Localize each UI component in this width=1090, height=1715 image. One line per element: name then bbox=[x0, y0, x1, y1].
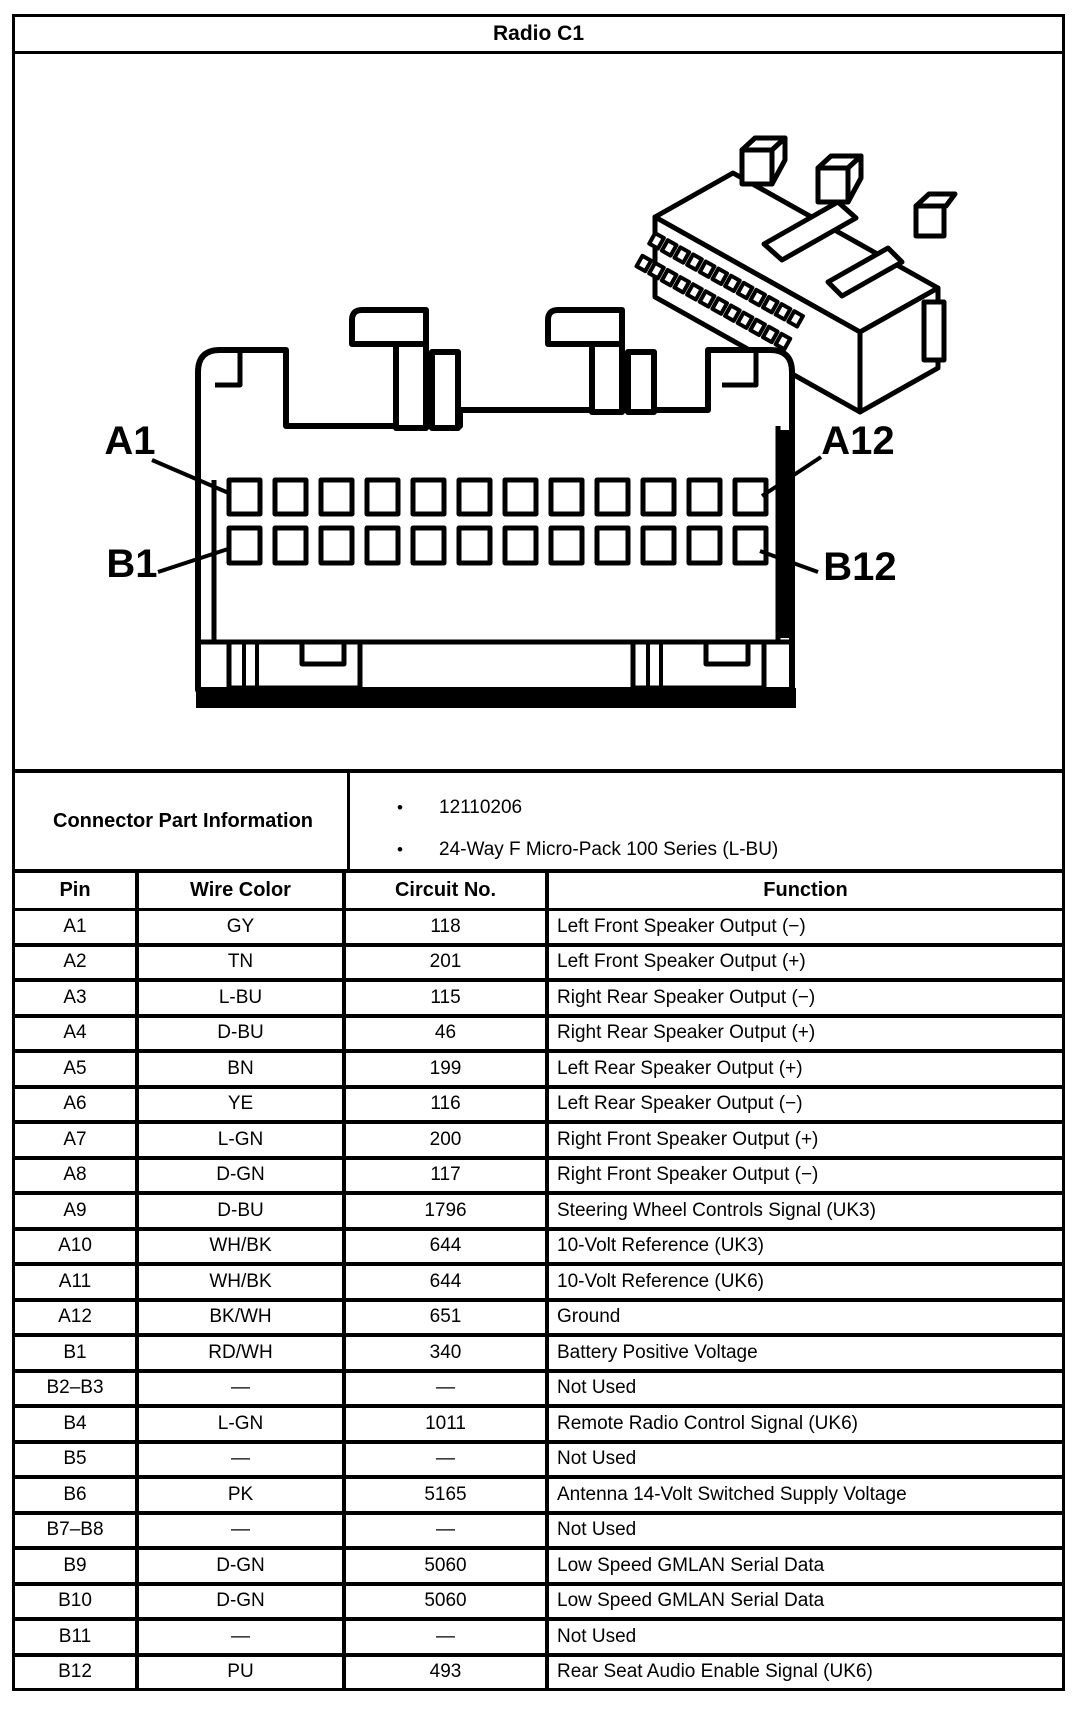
pin-hole-a11 bbox=[689, 480, 720, 514]
function-cell: Left Rear Speaker Output (+) bbox=[557, 1057, 803, 1079]
wire-color-cell: L-GN bbox=[139, 1408, 346, 1440]
header-circuit-no: Circuit No. bbox=[346, 873, 549, 908]
table-row bbox=[15, 1337, 1062, 1373]
table-row bbox=[15, 1373, 1062, 1409]
pin-cell: A10 bbox=[15, 1231, 139, 1263]
wire-color-cell: YE bbox=[139, 1089, 346, 1121]
bullet-icon: • bbox=[397, 798, 403, 817]
table-row bbox=[15, 1586, 1062, 1622]
table-row bbox=[15, 1621, 1062, 1657]
circuit-no-cell: — bbox=[346, 1373, 549, 1405]
part-info-bullet bbox=[397, 787, 1062, 829]
pin-hole-a8 bbox=[551, 480, 582, 514]
table-row bbox=[15, 1195, 1062, 1231]
pin-hole-a3 bbox=[321, 480, 352, 514]
pin-hole-b6 bbox=[459, 528, 490, 563]
pin-hole-b11 bbox=[689, 528, 720, 563]
circuit-no-cell: 5060 bbox=[346, 1586, 549, 1618]
part-info-label: Connector Part Information bbox=[15, 773, 350, 869]
pin-hole-a1 bbox=[229, 480, 260, 514]
circuit-no-cell: 5060 bbox=[346, 1550, 549, 1582]
wire-color-cell: D-BU bbox=[139, 1195, 346, 1227]
pin-cell: A5 bbox=[15, 1053, 139, 1085]
pin-label-b12: B12 bbox=[823, 545, 897, 589]
connector-iso-view bbox=[637, 138, 955, 412]
connector-diagram bbox=[15, 54, 1061, 769]
circuit-no-cell: 1796 bbox=[346, 1195, 549, 1227]
pin-cell: A12 bbox=[15, 1302, 139, 1334]
pin-hole-b12 bbox=[735, 528, 766, 563]
pinout-table-body bbox=[15, 911, 1062, 1688]
pin-cell: A6 bbox=[15, 1089, 139, 1121]
circuit-no-cell: 644 bbox=[346, 1231, 549, 1263]
function-cell: Low Speed GMLAN Serial Data bbox=[557, 1590, 825, 1612]
circuit-no-cell: — bbox=[346, 1621, 549, 1653]
table-row bbox=[15, 1124, 1062, 1160]
function-cell: Right Rear Speaker Output (−) bbox=[557, 986, 816, 1008]
wire-color-cell: D-GN bbox=[139, 1550, 346, 1582]
pin-cell: A4 bbox=[15, 1018, 139, 1050]
pin-hole-a5 bbox=[413, 480, 444, 514]
wire-color-cell: D-GN bbox=[139, 1586, 346, 1618]
wire-color-cell: — bbox=[139, 1515, 346, 1547]
pin-cell: A3 bbox=[15, 982, 139, 1014]
function-cell: Left Front Speaker Output (−) bbox=[557, 915, 806, 937]
part-info-bullets bbox=[350, 773, 1062, 869]
pin-hole-a2 bbox=[275, 480, 306, 514]
function-cell: Not Used bbox=[557, 1448, 637, 1470]
table-row bbox=[15, 1302, 1062, 1338]
iso-top-tab-3 bbox=[916, 194, 955, 236]
table-row bbox=[15, 1515, 1062, 1551]
circuit-no-cell: 651 bbox=[346, 1302, 549, 1334]
pin-label-b1: B1 bbox=[106, 542, 158, 586]
circuit-no-cell: 115 bbox=[346, 982, 549, 1014]
pin-hole-b7 bbox=[505, 528, 536, 563]
circuit-no-cell: 1011 bbox=[346, 1408, 549, 1440]
bullet-icon: • bbox=[397, 840, 403, 859]
wire-color-cell: TN bbox=[139, 947, 346, 979]
iso-top-tab-1 bbox=[742, 138, 785, 184]
wire-color-cell: PU bbox=[139, 1657, 346, 1689]
pin-cell: B12 bbox=[15, 1657, 139, 1689]
function-cell: Right Rear Speaker Output (+) bbox=[557, 1022, 816, 1044]
table-row bbox=[15, 1444, 1062, 1480]
wire-color-cell: — bbox=[139, 1373, 346, 1405]
table-row bbox=[15, 1266, 1062, 1302]
pin-hole-b2 bbox=[275, 528, 306, 563]
circuit-no-cell: — bbox=[346, 1444, 549, 1476]
pin-hole-b1 bbox=[229, 528, 260, 563]
connector-diagram-cell bbox=[15, 54, 1062, 773]
pin-cell: B2–B3 bbox=[15, 1373, 139, 1405]
pin-hole-b9 bbox=[597, 528, 628, 563]
pin-label-a1: A1 bbox=[104, 419, 156, 463]
function-cell: Right Front Speaker Output (−) bbox=[557, 1164, 819, 1186]
table-row bbox=[15, 1231, 1062, 1267]
pin-cell: A11 bbox=[15, 1266, 139, 1298]
connector-part-info-row bbox=[15, 773, 1062, 873]
wire-color-cell: L-BU bbox=[139, 982, 346, 1014]
header-wire-color: Wire Color bbox=[139, 873, 346, 908]
table-row bbox=[15, 1657, 1062, 1689]
pin-cell: B1 bbox=[15, 1337, 139, 1369]
part-info-bullet bbox=[397, 829, 1062, 871]
function-cell: Rear Seat Audio Enable Signal (UK6) bbox=[557, 1661, 873, 1683]
pin-hole-a6 bbox=[459, 480, 490, 514]
circuit-no-cell: 46 bbox=[346, 1018, 549, 1050]
function-cell: Not Used bbox=[557, 1625, 637, 1647]
function-cell: Left Rear Speaker Output (−) bbox=[557, 1093, 803, 1115]
table-row bbox=[15, 1053, 1062, 1089]
connector-front-view bbox=[196, 310, 796, 708]
pin-cell: B11 bbox=[15, 1621, 139, 1653]
pin-hole-a10 bbox=[643, 480, 674, 514]
circuit-no-cell: 340 bbox=[346, 1337, 549, 1369]
function-cell: 10-Volt Reference (UK6) bbox=[557, 1270, 764, 1292]
page-title: Radio C1 bbox=[15, 17, 1062, 54]
circuit-no-cell: 644 bbox=[346, 1266, 549, 1298]
function-cell: Right Front Speaker Output (+) bbox=[557, 1128, 819, 1150]
wire-color-cell: D-GN bbox=[139, 1160, 346, 1192]
pin-cell: B4 bbox=[15, 1408, 139, 1440]
header-pin: Pin bbox=[15, 873, 139, 908]
pin-hole-a4 bbox=[367, 480, 398, 514]
front-body bbox=[198, 350, 792, 690]
table-row bbox=[15, 1550, 1062, 1586]
iso-hole-b1 bbox=[637, 256, 652, 271]
wire-color-cell: BK/WH bbox=[139, 1302, 346, 1334]
pin-cell: A7 bbox=[15, 1124, 139, 1156]
table-row bbox=[15, 1089, 1062, 1125]
pin-cell: B10 bbox=[15, 1586, 139, 1618]
wire-color-cell: BN bbox=[139, 1053, 346, 1085]
circuit-no-cell: 493 bbox=[346, 1657, 549, 1689]
wire-color-cell: WH/BK bbox=[139, 1231, 346, 1263]
function-cell: Remote Radio Control Signal (UK6) bbox=[557, 1412, 858, 1434]
table-row bbox=[15, 1160, 1062, 1196]
function-cell: Left Front Speaker Output (+) bbox=[557, 951, 806, 973]
function-cell: Battery Positive Voltage bbox=[557, 1341, 758, 1363]
part-info-bullet-text: 24-Way F Micro-Pack 100 Series (L-BU) bbox=[439, 839, 779, 860]
wire-color-cell: GY bbox=[139, 911, 346, 943]
pin-hole-b8 bbox=[551, 528, 582, 563]
circuit-no-cell: 201 bbox=[346, 947, 549, 979]
table-row bbox=[15, 911, 1062, 947]
wire-color-cell: L-GN bbox=[139, 1124, 346, 1156]
function-cell: Steering Wheel Controls Signal (UK3) bbox=[557, 1199, 876, 1221]
function-cell: Not Used bbox=[557, 1377, 637, 1399]
circuit-no-cell: 118 bbox=[346, 911, 549, 943]
table-row bbox=[15, 947, 1062, 983]
wire-color-cell: D-BU bbox=[139, 1018, 346, 1050]
circuit-no-cell: 116 bbox=[346, 1089, 549, 1121]
pin-cell: B7–B8 bbox=[15, 1515, 139, 1547]
pin-hole-b10 bbox=[643, 528, 674, 563]
part-info-bullet-text: 12110206 bbox=[439, 797, 523, 818]
function-cell: 10-Volt Reference (UK3) bbox=[557, 1235, 764, 1257]
circuit-no-cell: 199 bbox=[346, 1053, 549, 1085]
wire-color-cell: RD/WH bbox=[139, 1337, 346, 1369]
front-latch-tab-1 bbox=[352, 310, 458, 428]
circuit-no-cell: — bbox=[346, 1515, 549, 1547]
function-cell: Low Speed GMLAN Serial Data bbox=[557, 1554, 825, 1576]
pin-hole-a7 bbox=[505, 480, 536, 514]
pin-hole-a12 bbox=[735, 480, 766, 514]
function-cell: Not Used bbox=[557, 1519, 637, 1541]
pin-hole-a9 bbox=[597, 480, 628, 514]
pin-hole-b5 bbox=[413, 528, 444, 563]
front-latch-tab-2 bbox=[548, 310, 654, 412]
wire-color-cell: — bbox=[139, 1621, 346, 1653]
table-header-row bbox=[15, 873, 1062, 911]
front-bottom-bar bbox=[196, 688, 796, 708]
circuit-no-cell: 117 bbox=[346, 1160, 549, 1192]
circuit-no-cell: 200 bbox=[346, 1124, 549, 1156]
pin-cell: B6 bbox=[15, 1479, 139, 1511]
table-row bbox=[15, 1408, 1062, 1444]
pin-hole-b4 bbox=[367, 528, 398, 563]
wire-color-cell: — bbox=[139, 1444, 346, 1476]
wire-color-cell: PK bbox=[139, 1479, 346, 1511]
pin-cell: B9 bbox=[15, 1550, 139, 1582]
circuit-no-cell: 5165 bbox=[346, 1479, 549, 1511]
pin-hole-b3 bbox=[321, 528, 352, 563]
pin-cell: A1 bbox=[15, 911, 139, 943]
function-cell: Ground bbox=[557, 1306, 621, 1328]
pin-cell: A9 bbox=[15, 1195, 139, 1227]
pin-cell: A8 bbox=[15, 1160, 139, 1192]
iso-side-clip bbox=[924, 302, 944, 360]
table-row bbox=[15, 1479, 1062, 1515]
header-function: Function bbox=[763, 879, 848, 901]
function-cell: Antenna 14-Volt Switched Supply Voltage bbox=[557, 1483, 907, 1505]
pin-label-a12: A12 bbox=[821, 419, 895, 463]
table-row bbox=[15, 1018, 1062, 1054]
wire-color-cell: WH/BK bbox=[139, 1266, 346, 1298]
table-row bbox=[15, 982, 1062, 1018]
front-right-wall-fill bbox=[780, 430, 792, 638]
pin-cell: B5 bbox=[15, 1444, 139, 1476]
iso-top-tab-2 bbox=[818, 156, 861, 202]
connector-info-table bbox=[12, 14, 1065, 1691]
pin-cell: A2 bbox=[15, 947, 139, 979]
